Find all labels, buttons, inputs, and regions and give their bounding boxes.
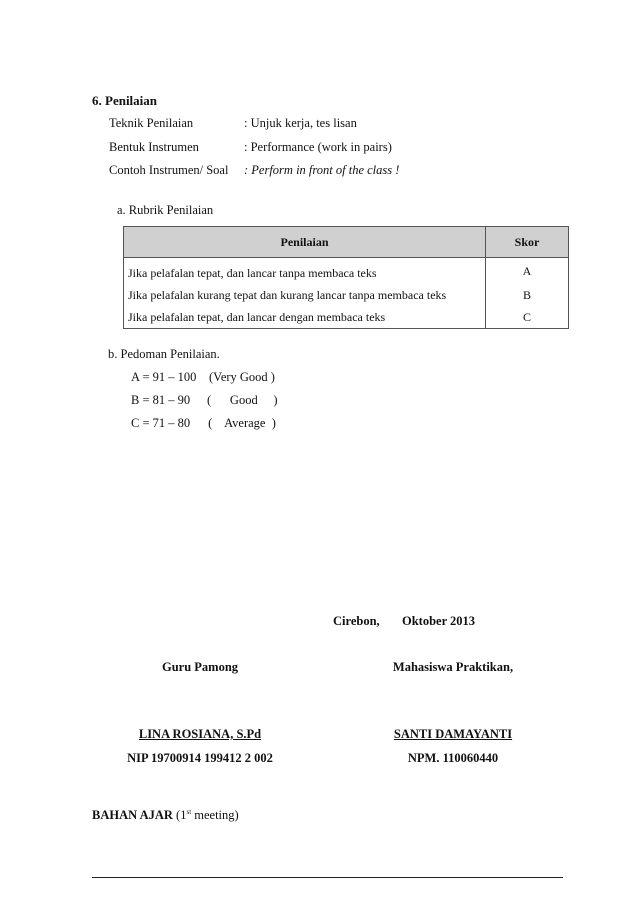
date-city: Cirebon, xyxy=(333,614,380,628)
row-score: A xyxy=(486,258,569,285)
guide-heading: b. Pedoman Penilaian. xyxy=(108,347,220,361)
bahan-ajar-heading xyxy=(92,808,239,823)
table-row xyxy=(124,306,569,329)
rubric-table xyxy=(123,226,569,329)
grade-range: B = 81 – 90 xyxy=(131,393,191,407)
bentuk-value: : Performance (work in pairs) xyxy=(244,140,392,154)
row-desc: Jika pelafalan tepat, dan lancar tanpa membaca teks xyxy=(124,258,486,285)
contoh-label: Contoh Instrumen/ Soal xyxy=(109,163,229,177)
contoh-value: : Perform in front of the class ! xyxy=(244,163,400,177)
teknik-label: Teknik Penilaian xyxy=(109,116,194,130)
rubric-header-row xyxy=(124,227,569,258)
grade-label: ( Good ) xyxy=(207,393,278,407)
grade-a xyxy=(131,370,277,385)
footer-divider xyxy=(92,877,563,878)
grade-range: A = 91 – 100 xyxy=(131,370,197,384)
left-signer-name: LINA ROSIANA, S.Pd xyxy=(138,727,262,741)
section-title: 6. Penilaian xyxy=(92,93,158,108)
table-row xyxy=(124,258,569,285)
bahan-sup: st xyxy=(186,808,192,816)
date-month-year: Oktober 2013 xyxy=(402,614,476,628)
row-desc: Jika pelafalan kurang tepat dan kurang lancar tanpa membaca teks xyxy=(124,284,486,306)
right-signer-role: Mahasiswa Praktikan, xyxy=(392,660,514,674)
left-signer-role: Guru Pamong xyxy=(161,660,239,674)
teknik-value: : Unjuk kerja, tes lisan xyxy=(244,116,357,130)
row-desc: Jika pelafalan tepat, dan lancar dengan membaca teks xyxy=(124,306,486,329)
grade-label: ( Average ) xyxy=(208,416,276,430)
table-row xyxy=(124,284,569,306)
col-penilaian: Penilaian xyxy=(124,227,486,258)
bahan-title: BAHAN AJAR xyxy=(92,808,173,823)
row-score: C xyxy=(486,306,569,329)
bahan-open: (1 xyxy=(172,808,187,823)
left-signer-id: NIP 19700914 199412 2 002 xyxy=(127,751,273,765)
grade-b xyxy=(131,393,277,408)
right-signer-name: SANTI DAMAYANTI xyxy=(393,727,513,741)
row-score: B xyxy=(486,284,569,306)
grade-label: (Very Good ) xyxy=(209,370,275,384)
rubric-heading: a. Rubrik Penilaian xyxy=(117,203,214,217)
bentuk-label: Bentuk Instrumen xyxy=(109,140,199,154)
bahan-close: meeting) xyxy=(191,808,239,823)
grade-c xyxy=(131,416,277,431)
col-skor: Skor xyxy=(486,227,569,258)
grade-range: C = 71 – 80 xyxy=(131,416,191,430)
right-signer-id: NPM. 110060440 xyxy=(407,751,499,765)
